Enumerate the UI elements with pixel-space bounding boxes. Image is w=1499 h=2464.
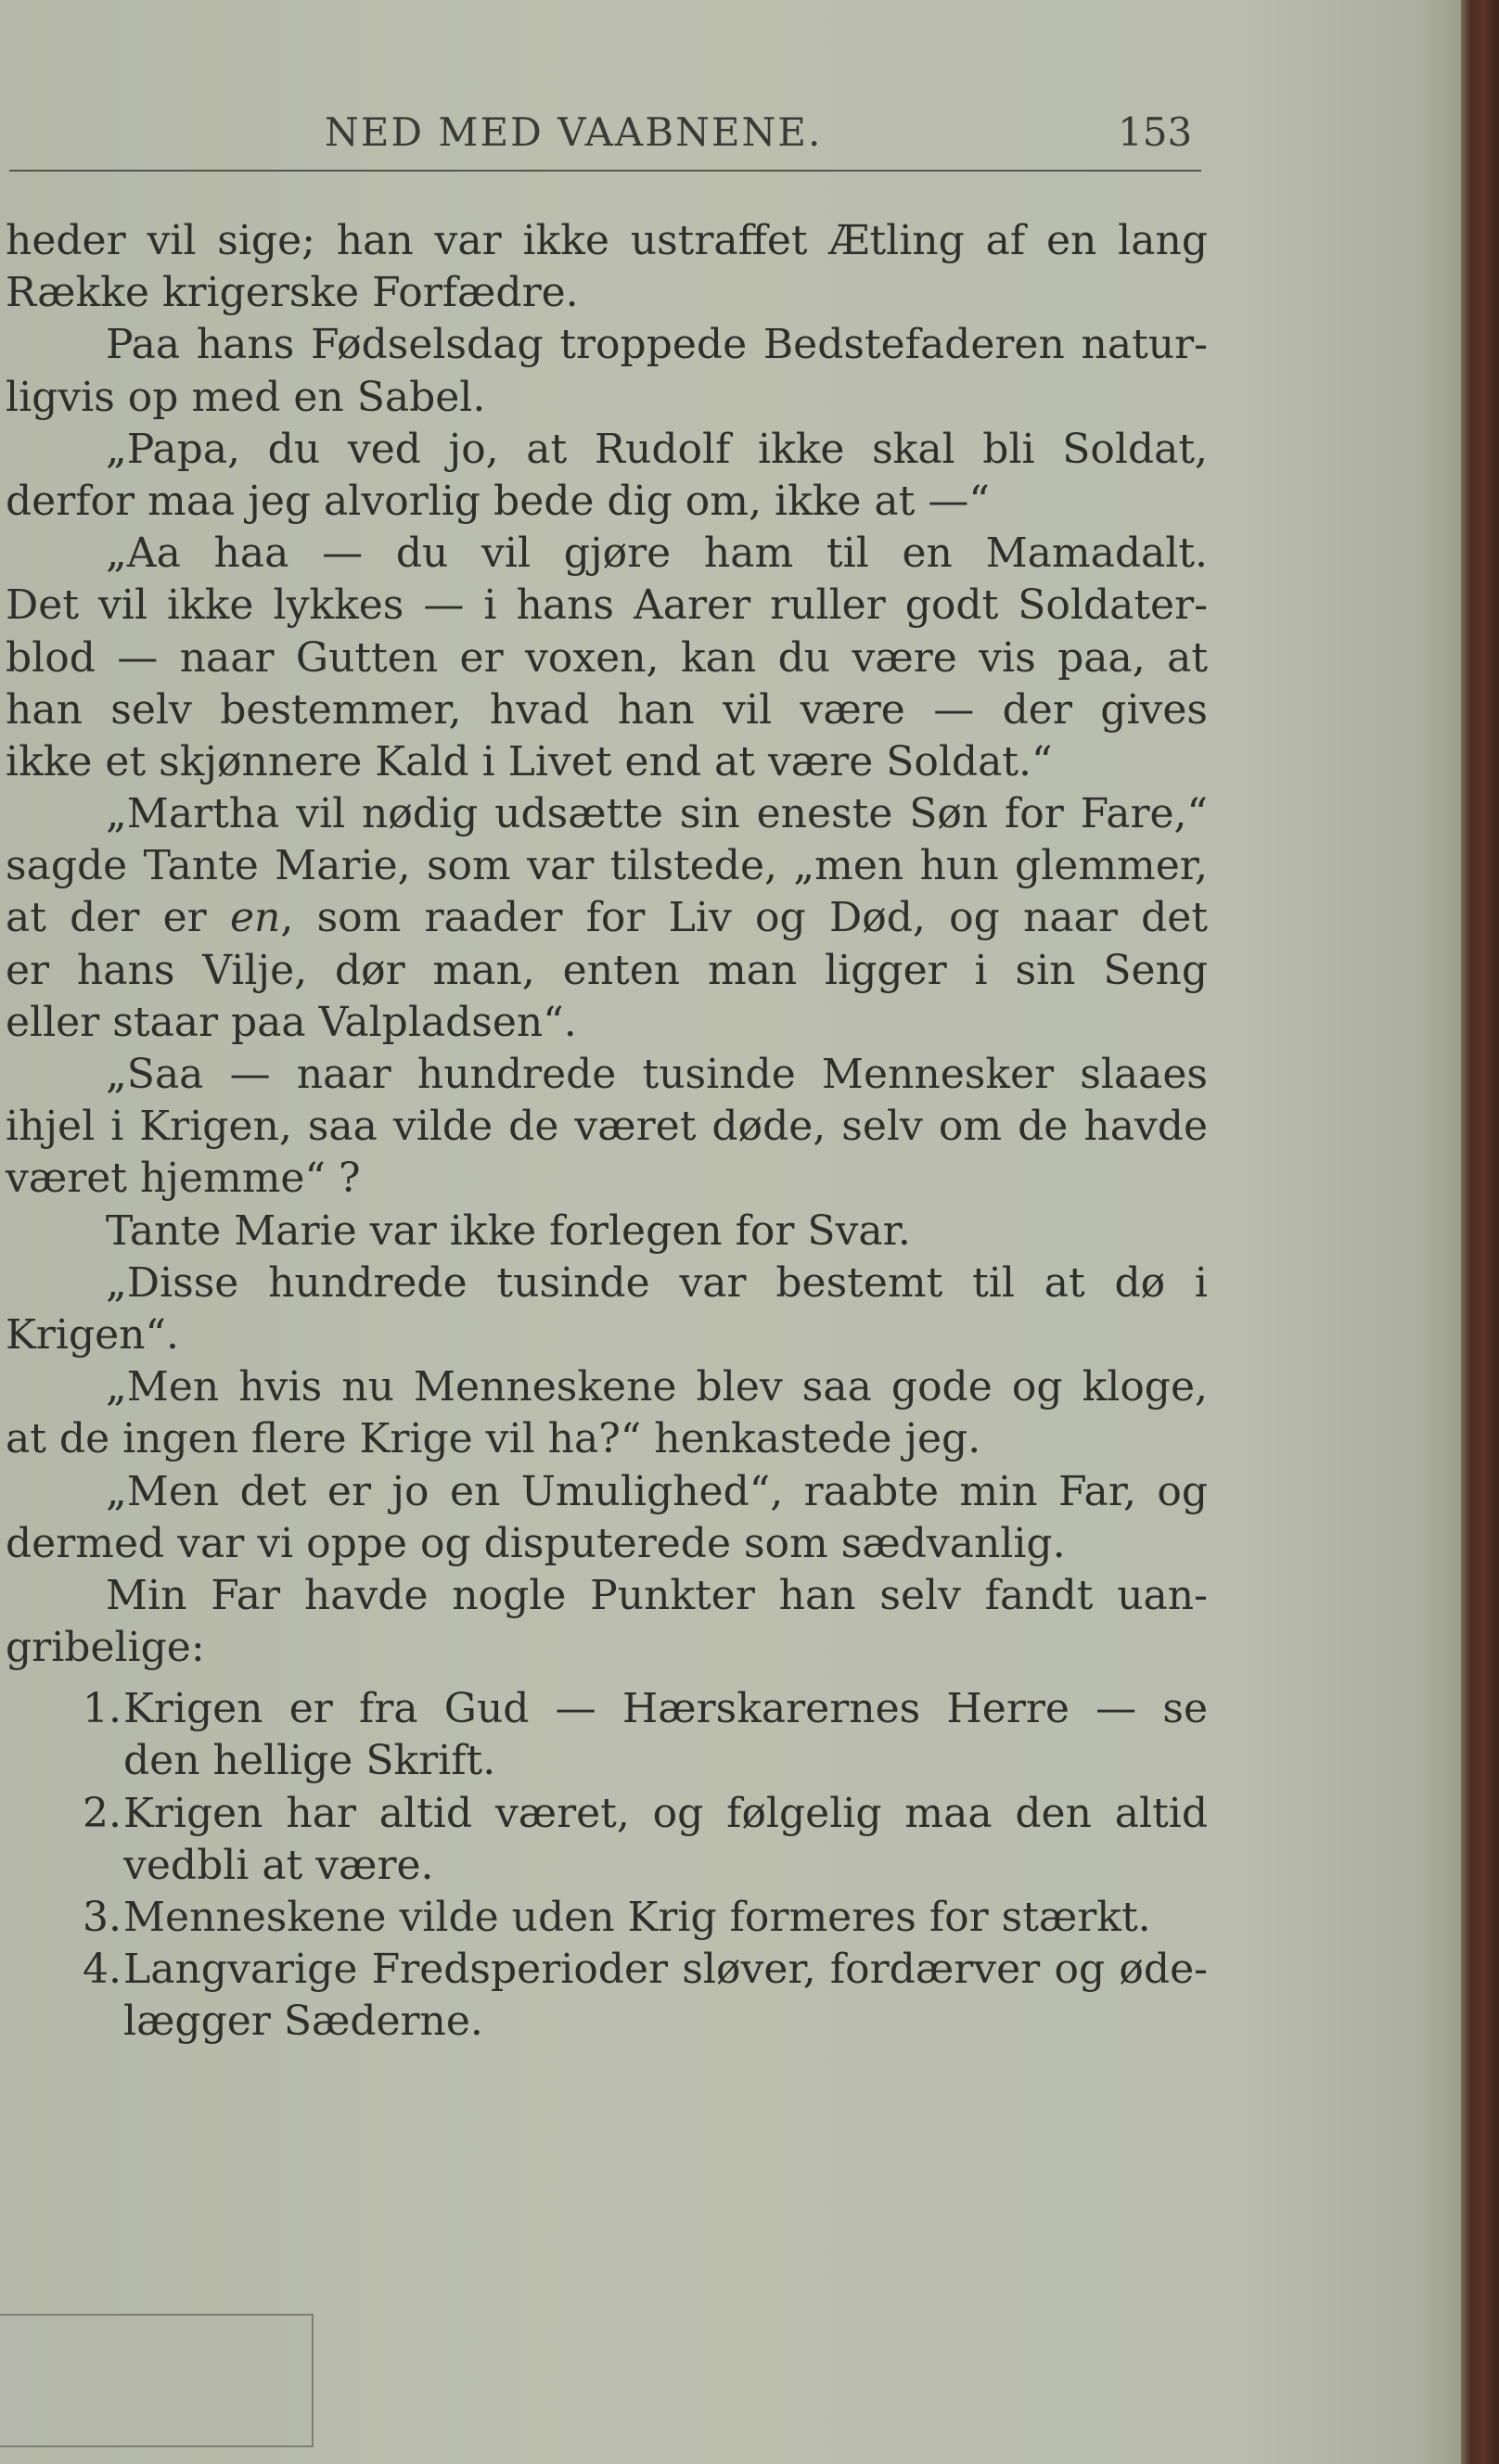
- text-line: gribelige:: [6, 1624, 205, 1672]
- text-line: Min Far havde nogle Punkter han selv fandt uan-: [106, 1571, 1208, 1619]
- list-item: [6, 1892, 1208, 1944]
- list-body: [122, 1788, 1208, 1892]
- list-item: [6, 1788, 1208, 1892]
- text-line: „Papa, du ved jo, at Rudolf ikke skal bli Soldat,: [106, 425, 1208, 473]
- text-line: lægger Sæderne.: [123, 1998, 483, 2046]
- emphasis: en: [229, 894, 281, 942]
- text-line: han selv bestemmer, hvad han vil være — der gives: [6, 685, 1208, 734]
- text-line: vedbli at være.: [123, 1841, 434, 1889]
- text-line: blod — naar Gutten er voxen, kan du være vis paa, at: [6, 633, 1208, 682]
- text-line: „Men det er jo en Umulighed“, raabte min Far, og: [106, 1467, 1208, 1515]
- text-line: Langvarige Fredsperioder sløver, fordærver og øde-: [123, 1946, 1208, 1994]
- text-line: heder vil sige; han var ikke ustraffet Ætling af en lang: [6, 217, 1208, 264]
- text-line: Krigen“.: [6, 1310, 179, 1359]
- running-title: NED MED VAABNENE.: [325, 109, 823, 155]
- text-line: at de ingen flere Krige vil ha?“ henkastede jeg.: [6, 1415, 981, 1463]
- list-number: 1.: [83, 1685, 122, 1733]
- text-line: Menneskene vilde uden Krig formeres for stærkt.: [123, 1894, 1151, 1941]
- header-rule: [9, 170, 1201, 172]
- numbered-list: [6, 1683, 1208, 2048]
- text-line: „Disse hundrede tusinde var bestemt til at dø i: [106, 1258, 1208, 1307]
- list-number: 2.: [83, 1789, 122, 1837]
- page-edge-shadow: [1419, 0, 1461, 2464]
- text-line: „Saa — naar hundrede tusinde Mennesker slaaes: [106, 1051, 1208, 1098]
- text-line: „Aa haa — du vil gjøre ham til en Mamadalt.: [106, 530, 1208, 578]
- page-header: [0, 109, 1206, 165]
- page-number: 153: [1118, 109, 1193, 155]
- text-line: Krigen har altid været, og følgelig maa den altid: [123, 1789, 1208, 1837]
- text-span: , som raader for Liv og Død, og naar det: [280, 894, 1208, 942]
- text-line: Paa hans Fødselsdag troppede Bedstefaderen natur-: [106, 321, 1208, 369]
- library-label-outline: [0, 2314, 314, 2447]
- text-line: er hans Vilje, dør man, enten man ligger i sin Seng: [6, 946, 1208, 994]
- text-line: Det vil ikke lykkes — i hans Aarer ruller godt Soldater-: [6, 581, 1208, 630]
- text-line: „Men hvis nu Menneskene blev saa gode og kloge,: [106, 1363, 1208, 1411]
- list-body: [122, 1683, 1208, 1787]
- list-item: [6, 1683, 1208, 1787]
- text-line: derfor maa jeg alvorlig bede dig om, ikke at —“: [6, 477, 990, 525]
- book-spine: [1461, 0, 1499, 2464]
- list-body: [122, 1892, 1208, 1944]
- text-line: eller staar paa Valpladsen“.: [6, 998, 577, 1046]
- text-line: [6, 892, 1208, 944]
- list-number: 4.: [83, 1946, 122, 1994]
- list-number: 3.: [83, 1894, 122, 1941]
- text-line: den hellige Skrift.: [123, 1737, 496, 1785]
- text-line: Krigen er fra Gud — Hærskarernes Herre — se: [123, 1685, 1208, 1733]
- text-line: ikke et skjønnere Kald i Livet end at være Soldat.“: [6, 737, 1053, 785]
- text-line: været hjemme“ ?: [6, 1155, 361, 1203]
- text-line: sagde Tante Marie, som var tilstede, „men hun glemmer,: [6, 842, 1208, 890]
- text-line: Række krigerske Forfædre.: [6, 269, 579, 317]
- text-line: Tante Marie var ikke forlegen for Svar.: [106, 1206, 911, 1255]
- text-line: ihjel i Krigen, saa vilde de været døde, selv om de havde: [6, 1103, 1208, 1151]
- body-text: [6, 215, 1208, 2049]
- text-span: at der er: [6, 894, 230, 942]
- text-line: ligvis op med en Sabel.: [6, 373, 486, 421]
- text-line: dermed var vi oppe og disputerede som sædvanlig.: [6, 1519, 1066, 1567]
- list-item: [6, 1944, 1208, 2048]
- list-body: [122, 1944, 1208, 2048]
- text-line: „Martha vil nødig udsætte sin eneste Søn for Fare,“: [106, 790, 1208, 838]
